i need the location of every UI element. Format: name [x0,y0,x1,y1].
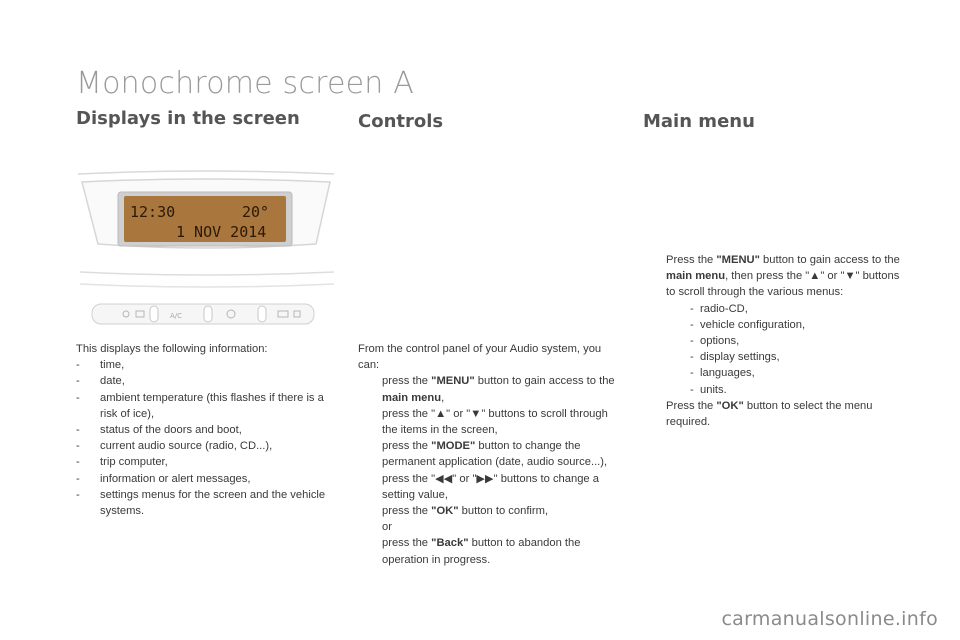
list-item: press the "OK" button to confirm, [382,505,549,518]
control-knob-middle [204,306,212,322]
display-temp: 20° [242,203,270,221]
section-title-main-menu: Main menu [643,111,755,132]
list-item: - settings menus for the screen and the vehicle systems. [76,488,326,518]
dash-glyph: - [690,318,694,331]
list-item: - date, [76,373,342,389]
section-title-controls: Controls [358,111,444,132]
main-menu-text [642,252,908,430]
dash-glyph: - [76,440,80,453]
list-item: - time, [76,357,342,373]
dash-glyph: - [690,383,694,396]
display-date: 1 NOV 2014 [176,223,267,241]
dash-glyph: - [690,335,694,348]
list-item: - radio-CD, [690,301,908,317]
list-item: press the "MODE" button to change the permanent application (date, audio source...), [382,440,608,469]
trim-line-2 [80,284,334,287]
list-item: press the "▲" or "▼" buttons to scroll through the items in the screen, [382,407,608,437]
or-text: or [382,521,392,534]
list-item: - ambient temperature (this flashes if there is a risk of ice), [76,391,324,420]
display-time: 12:30 [130,203,176,221]
list-item: - display settings, [690,349,908,365]
list-item: press the "MENU" button to gain access to the main menu, [382,375,615,404]
menu-list [666,301,908,398]
dash-glyph: - [76,375,80,388]
control-knob-left [150,306,158,322]
list-item: - information or alert messages, [76,471,342,487]
list-item: - languages, [690,365,908,381]
dash-glyph: - [690,351,694,364]
list-item: press the "Back" button to abandon the operation in progress. [382,537,581,566]
dash-glyph: - [690,367,694,380]
controls-text [358,341,624,568]
list-item: - current audio source (radio, CD...), [76,438,342,454]
list-item: - units. [690,382,908,398]
section-title-displays: Displays in the screen [76,108,300,129]
dash-glyph: - [76,359,80,372]
watermark: carmanualsonline.info [721,608,938,630]
list-item: - options, [690,333,908,349]
trim-line-1 [80,272,334,275]
dash-glyph: - [690,302,694,315]
dash-glyph: - [76,456,80,469]
list-item: - vehicle configuration, [690,317,908,333]
displays-text [76,341,342,519]
list-item: Press the "OK" button to select the menu required. [666,399,873,429]
ac-button-label: A/C [170,312,183,320]
dash-glyph: - [76,488,80,501]
dashboard-screen-svg [72,160,338,330]
list-item: press the "◀◀" or "▶▶" buttons to change a setting value, [382,472,599,501]
displays-intro: This displays the following information: [76,343,268,355]
bezel-top-line [78,171,334,174]
list-item: Press the "MENU" button to gain access to the main menu, then press the "▲" or "▼" buttons to scroll through the various menus: [666,254,900,299]
controls-intro: From the control panel of your Audio system, you can: [358,343,602,372]
dash-glyph: - [76,424,80,437]
dash-glyph: - [76,472,80,485]
list-item: - trip computer, [76,454,342,470]
dashboard-screen-illustration [72,160,338,330]
control-panel [92,304,314,324]
page-title: Monochrome screen A [76,66,414,101]
dash-glyph: - [76,391,80,404]
list-item: - status of the doors and boot, [76,422,342,438]
control-knob-right [258,306,266,322]
